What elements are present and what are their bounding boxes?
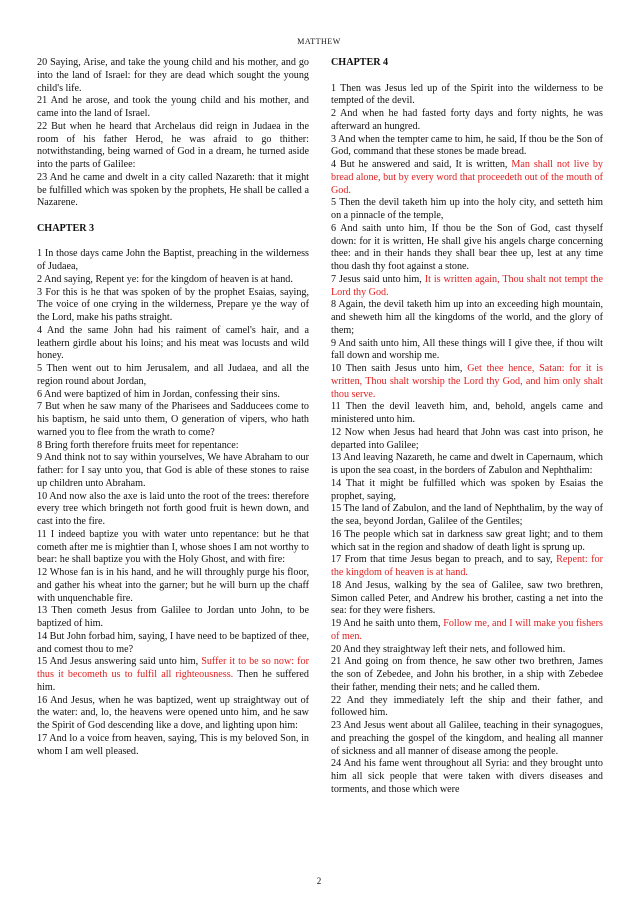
verse	[331, 478, 603, 504]
verse-text: 9 And saith unto him, All these things will I give thee, if thou wilt fall down and worship me.	[331, 337, 603, 362]
verse-text: 11 I indeed baptize you with water unto repentance: but he that cometh after me is mightier than I, whose shoes I am not worthy to bear: he shall baptize you with the Holy Ghost, and with fire:	[37, 528, 309, 566]
verse-text: 1 In those days came John the Baptist, preaching in the wilderness of Judaea,	[37, 248, 309, 272]
verse	[331, 83, 603, 109]
verse	[37, 95, 309, 121]
verse	[37, 529, 309, 567]
words-of-jesus: Suffer it to be so now: for thus it becometh us to fulfil all righteousness.	[37, 656, 309, 680]
verse-text: 21 And going on from thence, he saw other two brethren, James the son of Zebedee, and John his brother, in a ship with Zebedee their father, mending their nets; and he called them.	[331, 656, 603, 693]
verse	[331, 338, 603, 364]
verse	[37, 631, 309, 657]
verse-text: 23 And Jesus went about all Galilee, teaching in their synagogues, and preaching the gospel of the kingdom, and healing all manner of sickness and all manner of disease among the people.	[331, 720, 603, 757]
verse	[37, 401, 309, 439]
verse-text: 24 And his fame went throughout all Syria: and they brought unto him all sick people that were taken with divers diseases and torments, and those which were	[331, 758, 603, 795]
verse-text: 16 And Jesus, when he was baptized, went up straightway out of the water: and, lo, the heavens were opened unto him, and he saw the Spirit of God descending like a dove, and lighting upon him:	[37, 694, 309, 731]
verse	[37, 287, 309, 325]
verse-text: 14 That it might be fulfilled which was spoken by Esaias the prophet, saying,	[331, 477, 603, 502]
running-header: MATTHEW	[297, 37, 341, 46]
verse	[331, 503, 603, 529]
chapter-heading: CHAPTER 4	[331, 57, 389, 68]
verse-text: 4 But he answered and said, It is written,	[331, 159, 512, 170]
verse-text: 3 And when the tempter came to him, he said, If thou be the Son of God, command that these stones be made bread.	[331, 133, 603, 158]
verse-text: 16 The people which sat in darkness saw great light; and to them which sat in the region and shadow of death light is sprung up.	[331, 528, 603, 553]
verse-text: 15 And Jesus answering said unto him,	[37, 656, 202, 668]
verse	[331, 758, 603, 796]
verse	[331, 529, 603, 555]
verse	[331, 108, 603, 134]
verse-text: 23 And he came and dwelt in a city called Nazareth: that it might be fulfilled which was spoken by the prophets, He shall be called a Nazarene.	[37, 171, 309, 209]
verse	[331, 159, 603, 197]
verse	[331, 580, 603, 618]
verse-text: 8 Bring forth therefore fruits meet for repentance:	[37, 439, 239, 451]
page-number: 2	[316, 876, 322, 886]
verse-text: 18 And Jesus, walking by the sea of Galilee, saw two brethren, Simon called Peter, and Andrew his brother, casting a net into the sea: for they were fishers.	[331, 579, 603, 617]
verse-text: 17 From that time Jesus began to preach, and to say,	[331, 554, 557, 566]
verse-text: 22 But when he heard that Archelaus did reign in Judaea in the room of his father Herod, he was afraid to go thither: notwithstanding, being warned of God in a dream, he turned aside into the parts of Galilee:	[37, 120, 309, 170]
verse	[331, 363, 603, 401]
verse	[331, 618, 603, 644]
verse	[331, 656, 603, 694]
verse-text: 3 For this is he that was spoken of by the prophet Esaias, saying, The voice of one crying in the wilderness, Prepare ye the way of the Lord, make his paths straight.	[37, 286, 309, 323]
verse	[331, 223, 603, 274]
verse	[37, 389, 309, 402]
right-column	[331, 57, 603, 797]
words-of-jesus: Man shall not live by bread alone, but by every word that proceedeth out of the mouth of God.	[331, 159, 603, 196]
verse-text: 1 Then was Jesus led up of the Spirit into the wilderness to be tempted of the devil.	[331, 82, 603, 107]
verse-text: 7 But when he saw many of the Pharisees and Sadducees come to his baptism, he said unto them, O generation of vipers, who hath warned you to flee from the wrath to come?	[37, 401, 309, 438]
verse-text: 10 And now also the axe is laid unto the root of the trees: therefore every tree which bringeth not forth good fruit is hewn down, and cast into the fire.	[37, 490, 309, 527]
verse-text: 2 And when he had fasted forty days and forty nights, he was afterward an hungred.	[331, 108, 603, 132]
verse	[37, 605, 309, 631]
verse	[331, 695, 603, 721]
verse	[37, 172, 309, 210]
verse	[37, 57, 309, 95]
verse-text: 9 And think not to say within yourselves, We have Abraham to our father: for I say unto you, that God is able of these stones to raise up children unto Abraham.	[37, 452, 309, 489]
verse	[37, 491, 309, 529]
verse-text: 19 And he saith unto them,	[331, 618, 444, 629]
verse	[37, 733, 309, 759]
left-column	[37, 57, 309, 758]
words-of-jesus: It is written again, Thou shalt not tempt the Lord thy God.	[331, 273, 603, 298]
verse-text: 2 And saying, Repent ye: for the kingdom of heaven is at hand.	[37, 273, 293, 285]
verse-text: 14 But John forbad him, saying, I have need to be baptized of thee, and comest thou to me?	[37, 630, 309, 655]
words-of-jesus: Follow me, and I will make you fishers of men.	[331, 618, 603, 642]
verse-text: 22 And they immediately left the ship and their father, and followed him.	[331, 694, 603, 719]
verse	[37, 567, 309, 605]
verse-text: 13 Then cometh Jesus from Galilee to Jordan unto John, to be baptized of him.	[37, 605, 309, 629]
verse-text: 17 And lo a voice from heaven, saying, This is my beloved Son, in whom I am well pleased.	[37, 732, 309, 757]
chapter-heading: CHAPTER 3	[37, 222, 95, 234]
verse-text: 13 And leaving Nazareth, he came and dwelt in Capernaum, which is upon the sea coast, in the borders of Zabulon and Nephthalim:	[331, 452, 603, 476]
verse	[331, 452, 603, 478]
verse	[37, 325, 309, 363]
verse	[37, 695, 309, 733]
verse-text: 5 Then the devil taketh him up into the holy city, and setteth him on a pinnacle of the temple,	[331, 197, 603, 221]
verse	[331, 554, 603, 580]
verse-text: 8 Again, the devil taketh him up into an exceeding high mountain, and sheweth him all the kingdoms of the world, and the glory of them;	[331, 299, 603, 336]
verse-text: Then he suffered him.	[37, 669, 309, 693]
paragraph-gap	[37, 236, 309, 249]
verse-text: 20 And they straightway left their nets, and followed him.	[331, 643, 566, 655]
verse	[331, 720, 603, 758]
verse-text: 21 And he arose, and took the young child and his mother, and came into the land of Israel.	[37, 95, 309, 119]
verse	[331, 299, 603, 337]
verse	[331, 197, 603, 223]
verse-text: 4 And the same John had his raiment of camel's hair, and a leathern girdle about his loins; and his meat was locusts and wild honey.	[37, 324, 309, 362]
verse	[37, 274, 309, 287]
verse	[331, 134, 603, 160]
verse-text: 5 Then went out to him Jerusalem, and all Judaea, and all the region round about Jordan,	[37, 363, 309, 387]
verse-text: 6 And saith unto him, If thou be the Son of God, cast thyself down: for it is written, He shall give his angels charge concerning thee: and in their hands they shall bear thee up, lest at any time thou dash thy foot against a stone.	[331, 222, 603, 272]
words-of-jesus: Get thee hence, Satan: for it is written, Thou shalt worship the Lord thy God, and him only shalt thou serve.	[331, 363, 603, 400]
verse	[37, 452, 309, 490]
verse	[37, 363, 309, 389]
verse	[37, 656, 309, 694]
verse-text: 15 The land of Zabulon, and the land of Nephthalim, by the way of the sea, beyond Jordan, Galilee of the Gentiles;	[331, 503, 603, 527]
verse	[37, 440, 309, 453]
verse-text: 7 Jesus said unto him,	[331, 273, 425, 285]
verse	[331, 401, 603, 427]
verse-text: 11 Then the devil leaveth him, and, behold, angels came and ministered unto him.	[331, 401, 603, 425]
verse-text: 12 Whose fan is in his hand, and he will throughly purge his floor, and gather his wheat into the garner; but he will burn up the chaff with unquenchable fire.	[37, 567, 309, 604]
verse	[37, 248, 309, 274]
paragraph-gap	[37, 210, 309, 223]
verse-text: 6 And were baptized of him in Jordan, confessing their sins.	[37, 388, 280, 400]
verse-text: 10 Then saith Jesus unto him,	[331, 363, 468, 374]
verse	[331, 427, 603, 453]
verse	[331, 644, 603, 657]
verse-text: 12 Now when Jesus had heard that John was cast into prison, he departed into Galilee;	[331, 426, 603, 451]
paragraph-gap	[331, 70, 603, 83]
verse	[37, 121, 309, 172]
verse-text: 20 Saying, Arise, and take the young child and his mother, and go into the land of Israel: for they are dead which sought the young child's life.	[37, 57, 309, 94]
words-of-jesus: Repent: for the kingdom of heaven is at hand.	[331, 554, 603, 578]
verse	[331, 274, 603, 300]
